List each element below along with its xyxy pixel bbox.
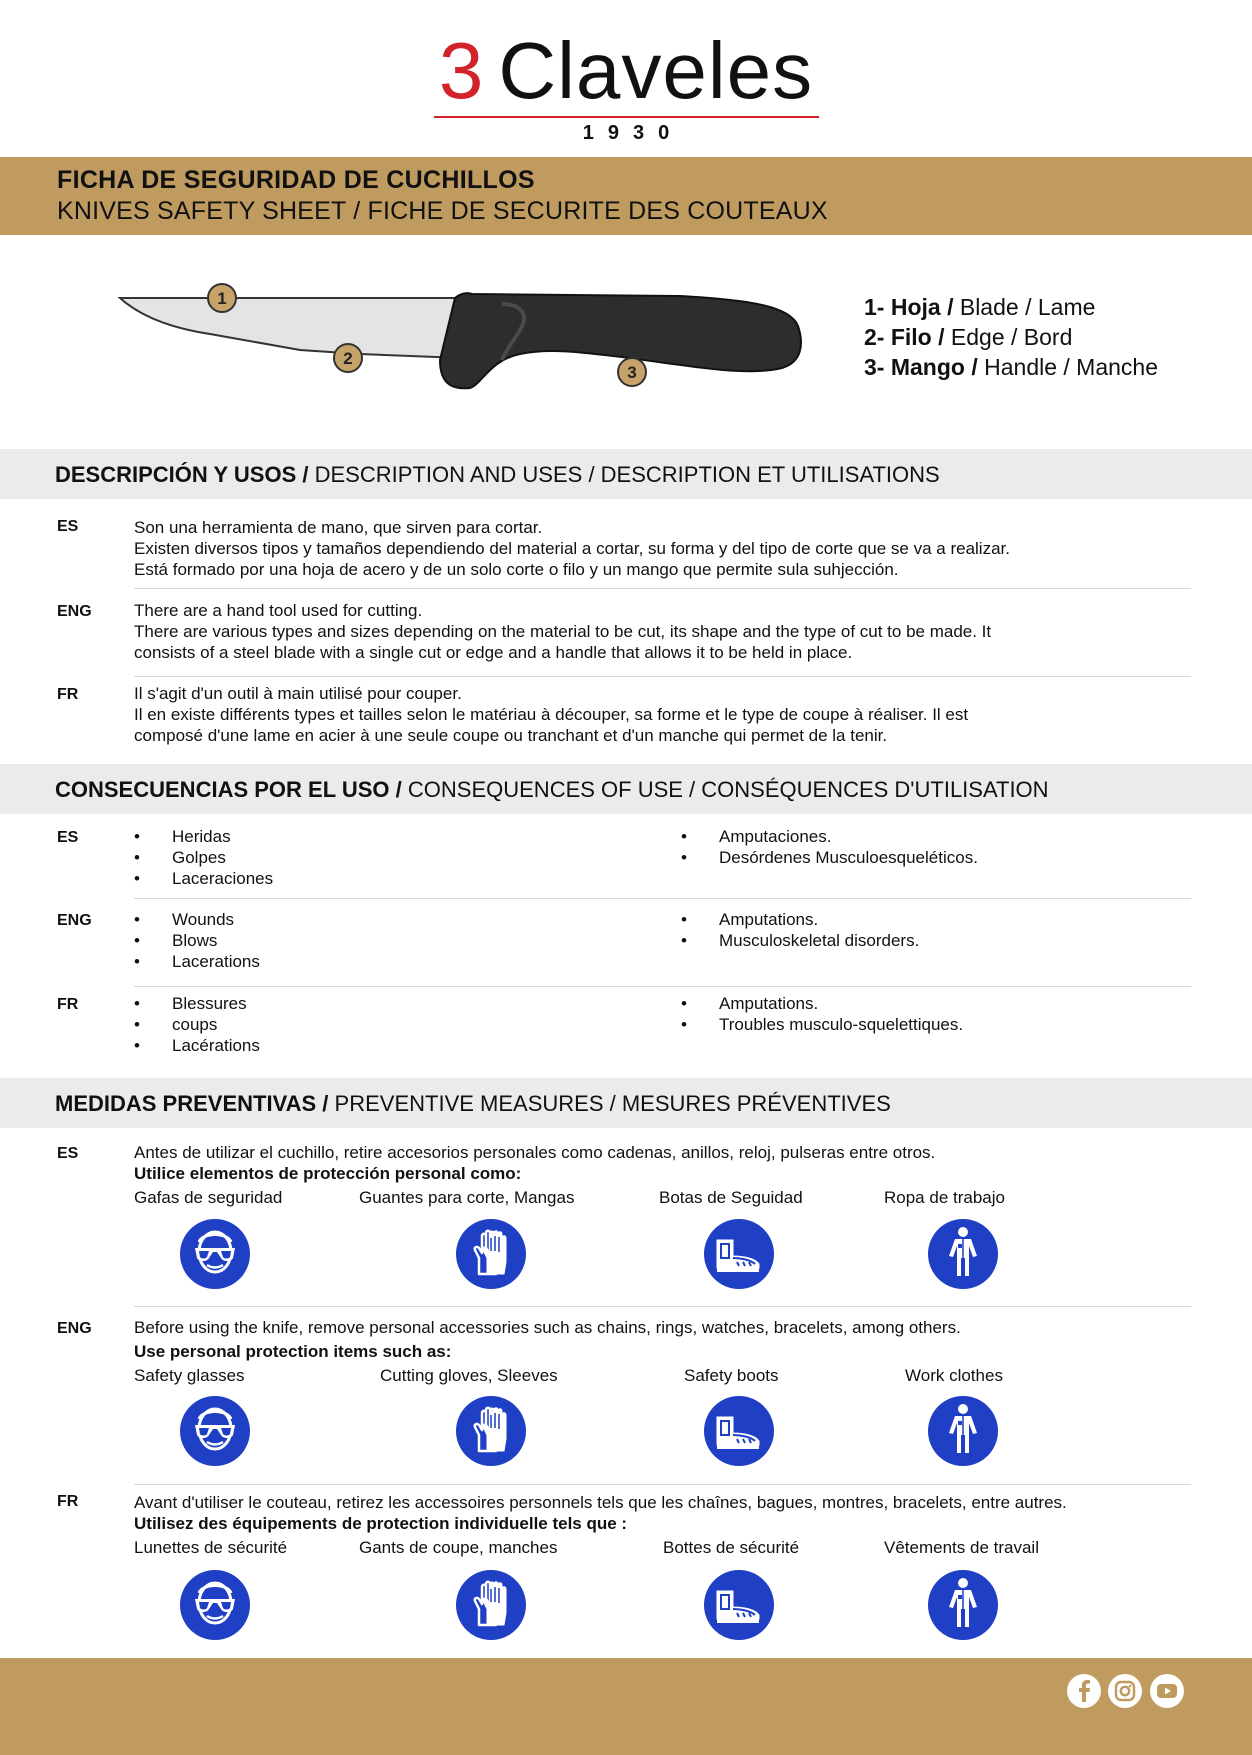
list-item: • Blows <box>134 930 260 951</box>
boots-icon <box>703 1218 775 1290</box>
marker-3 <box>618 358 646 386</box>
list-item: • Amputations. <box>681 909 919 930</box>
brand-logo <box>0 28 1252 145</box>
list-item: • Lacerations <box>134 951 260 972</box>
list-item: • Heridas <box>134 826 273 847</box>
list-item: • Amputaciones. <box>681 826 978 847</box>
lang-label: ES <box>57 829 79 846</box>
logo-number: 3 <box>438 26 485 115</box>
boots-icon <box>703 1395 775 1467</box>
divider <box>134 676 1191 677</box>
lang-label: ES <box>57 1145 79 1162</box>
consequences-list-fr-right <box>681 993 963 1035</box>
description-text-fr: Il s'agit d'un outil à main utilisé pour couper. Il en existe différents types et tailles selon le matériau à découper, sa forme et le type de coupe à réaliser. Il est composé d'une lame en acier à une seule coupe ou tranchant et d'un manche qui permet de la tenir. <box>134 684 969 745</box>
list-item: • coups <box>134 1014 260 1035</box>
youtube-icon[interactable] <box>1150 1674 1184 1708</box>
part-item: 3- Mango / Handle / Manche <box>864 354 1159 380</box>
lang-label: ENG <box>57 603 92 620</box>
logo-name: Claveles <box>498 26 814 115</box>
facebook-icon[interactable] <box>1067 1674 1101 1708</box>
page-title: FICHA DE SEGURIDAD DE CUCHILLOS <box>57 166 535 194</box>
knife-blade <box>120 298 466 358</box>
list-item: • Laceraciones <box>134 868 273 889</box>
lang-label: ENG <box>57 1320 92 1337</box>
description-title: DESCRIPCIÓN Y USOS / DESCRIPTION AND USES / DESCRIPTION ET UTILISATIONS <box>55 462 940 487</box>
consequences-list-eng-right <box>681 909 919 951</box>
safety-glasses-icon <box>179 1395 251 1467</box>
ppe-label: Gafas de seguridad <box>134 1188 283 1207</box>
part-item: 2- Filo / Edge / Bord <box>864 324 1073 350</box>
knife-illustration <box>110 270 820 410</box>
lang-label: FR <box>57 686 79 703</box>
preventive-intro-eng: Before using the knife, remove personal accessories such as chains, rings, watches, bracelets, among others. <box>134 1318 961 1337</box>
list-item: • Desórdenes Musculoesqueléticos. <box>681 847 978 868</box>
preventive-bold-eng: Use personal protection items such as: <box>134 1342 452 1361</box>
description-text-es: Son una herramienta de mano, que sirven para cortar. Existen diversos tipos y tamaños dependiendo del material a cortar, su forma y del tipo de corte que se va a realizar. Está formado por una hoja de acero y de un solo corte o filo y un mango que permite sula suhjección. <box>134 518 1010 579</box>
preventive-bold-fr: Utilisez des équipements de protection individuelle tels que : <box>134 1514 628 1533</box>
divider <box>134 1306 1191 1307</box>
part-item: 1- Hoja / Blade / Lame <box>864 294 1096 320</box>
consequences-list-es-left <box>134 826 273 889</box>
preventive-bold-es: Utilice elementos de protección personal como: <box>134 1164 522 1183</box>
page-subtitle: KNIVES SAFETY SHEET / FICHE DE SECURITE DES COUTEAUX <box>57 197 828 225</box>
svg-text:3: 3 <box>627 363 637 382</box>
ppe-label: Work clothes <box>905 1366 1003 1385</box>
safety-glasses-icon <box>179 1218 251 1290</box>
description-text-eng: There are a hand tool used for cutting. There are various types and sizes depending on the material to be cut, its shape and the type of cut to be made. It consists of a steel blade with a single cut or edge and a handle that allows it to be held in place. <box>134 601 992 662</box>
divider <box>134 588 1191 589</box>
divider <box>134 898 1191 899</box>
marker-1 <box>208 284 236 312</box>
logo-year: 1930 <box>582 122 684 144</box>
list-item: • Wounds <box>134 909 260 930</box>
list-item: • Blessures <box>134 993 260 1014</box>
ppe-label: Vêtements de travail <box>884 1538 1039 1557</box>
divider <box>134 986 1191 987</box>
work-clothes-icon <box>927 1395 999 1467</box>
boots-icon <box>703 1569 775 1641</box>
list-item: • Musculoskeletal disorders. <box>681 930 919 951</box>
ppe-label: Safety boots <box>684 1366 779 1385</box>
ppe-label: Safety glasses <box>134 1366 245 1385</box>
lang-label: ES <box>57 518 79 535</box>
gloves-icon <box>455 1395 527 1467</box>
consequences-list-fr-left <box>134 993 260 1056</box>
ppe-label: Guantes para corte, Mangas <box>359 1188 575 1207</box>
ppe-label: Bottes de sécurité <box>663 1538 800 1557</box>
consequences-list-es-right <box>681 826 978 868</box>
list-item: • Golpes <box>134 847 273 868</box>
safety-glasses-icon <box>179 1569 251 1641</box>
svg-text:1: 1 <box>217 289 227 308</box>
ppe-label: Gants de coupe, manches <box>359 1538 558 1557</box>
ppe-label: Botas de Seguidad <box>659 1188 803 1207</box>
consequences-title: CONSECUENCIAS POR EL USO / CONSEQUENCES OF USE / CONSÉQUENCES D'UTILISATION <box>55 777 1049 802</box>
footer-band <box>0 1658 1252 1755</box>
ppe-label: Ropa de trabajo <box>884 1188 1005 1207</box>
work-clothes-icon <box>927 1569 999 1641</box>
ppe-label: Lunettes de sécurité <box>134 1538 288 1557</box>
instagram-icon[interactable] <box>1108 1674 1142 1708</box>
list-item: • Amputations. <box>681 993 963 1014</box>
lang-label: FR <box>57 1493 79 1510</box>
preventive-intro-fr: Avant d'utiliser le couteau, retirez les accessoires personnels tels que les chaînes, bagues, montres, bracelets, entre autres. <box>134 1493 1067 1512</box>
gloves-icon <box>455 1218 527 1290</box>
svg-text:2: 2 <box>343 349 353 368</box>
lang-label: FR <box>57 996 79 1013</box>
preventive-title: MEDIDAS PREVENTIVAS / PREVENTIVE MEASURES / MESURES PRÉVENTIVES <box>55 1091 891 1116</box>
work-clothes-icon <box>927 1218 999 1290</box>
lang-label: ENG <box>57 912 92 929</box>
logo-underline <box>434 116 819 118</box>
marker-2 <box>334 344 362 372</box>
list-item: • Lacérations <box>134 1035 260 1056</box>
gloves-icon <box>455 1569 527 1641</box>
knife-parts-legend <box>864 292 1158 382</box>
list-item: • Troubles musculo-squelettiques. <box>681 1014 963 1035</box>
divider <box>134 1484 1191 1485</box>
preventive-intro-es: Antes de utilizar el cuchillo, retire accesorios personales como cadenas, anillos, reloj, pulseras entre otros. <box>134 1143 936 1162</box>
consequences-list-eng-left <box>134 909 260 972</box>
ppe-label: Cutting gloves, Sleeves <box>380 1366 558 1385</box>
